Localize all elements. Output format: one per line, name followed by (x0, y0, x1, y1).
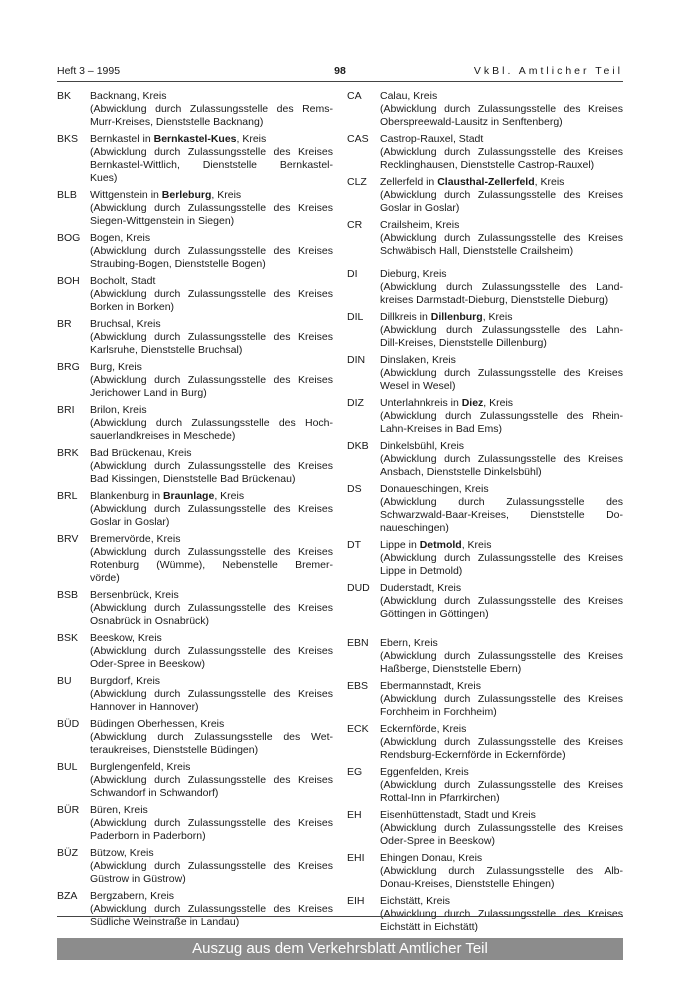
entry-title-part: Bocholt, Stadt (90, 275, 156, 287)
entry-title (380, 90, 623, 103)
register-entry (57, 589, 333, 628)
entry-title-place: Dillenburg (430, 311, 483, 323)
publication-title: VkBl. Amtlicher Teil (473, 65, 623, 77)
entry-description (380, 133, 623, 172)
register-entry (57, 718, 333, 757)
entry-detail-line: Straubing-Bogen, Dienststelle Bogen) (90, 258, 266, 270)
entry-title-part: Calau, Kreis (380, 90, 438, 102)
register-entry (57, 189, 333, 228)
entry-detail-line: (Abwicklung durch Zulassungsstelle des Kreises (380, 822, 623, 834)
entry-detail-line: (Abwicklung durch Zulassungsstelle des Kreises (380, 453, 623, 465)
register-entry (57, 361, 333, 400)
entry-detail-line: Schwandorf in Schwandorf) (90, 787, 219, 799)
entry-description (90, 490, 333, 529)
entry-title (380, 637, 623, 650)
entry-title (90, 761, 333, 774)
entry-description (380, 637, 623, 676)
plate-code: EG (347, 766, 363, 778)
entry-detail-line: (Abwicklung durch Zulassungsstelle des Kreises (90, 774, 333, 786)
entry-title-part: Eichstätt, Kreis (380, 895, 451, 907)
plate-code: DUD (347, 582, 370, 594)
entry-title (380, 766, 623, 779)
entry-title (90, 632, 333, 645)
register-entry (57, 133, 333, 185)
plate-code: DIZ (347, 397, 364, 409)
entry-detail-line: Murr-Kreises, Dienststelle Backnang) (90, 116, 264, 128)
entry-title-part: Crailsheim, Kreis (380, 219, 460, 231)
entry-title (90, 189, 333, 202)
register-entry (347, 582, 623, 621)
plate-code: BRV (57, 533, 79, 545)
entry-detail-line: (Abwicklung durch Zulassungsstelle des Kreises (380, 189, 623, 201)
plate-code: BUL (57, 761, 78, 773)
entry-description (380, 723, 623, 762)
entry-detail-line: (Abwicklung durch Zulassungsstelle des Land- (380, 281, 623, 293)
entry-detail-line: (Abwicklung durch Zulassungsstelle des Kreises (90, 460, 333, 472)
register-entry (57, 275, 333, 314)
entry-title-part: Dinslaken, Kreis (380, 354, 456, 366)
plate-code: DIL (347, 311, 364, 323)
register-entry (57, 761, 333, 800)
entry-title (380, 539, 623, 552)
register-entry (347, 311, 623, 350)
entry-description (380, 483, 623, 535)
entry-title-part: Wittgenstein in (90, 189, 162, 201)
entry-title (380, 133, 623, 146)
entry-title-part: Ehingen Donau, Kreis (380, 852, 483, 864)
entry-title-part: Bernkastel in (90, 133, 154, 145)
entry-title (90, 90, 333, 103)
entry-detail-line: (Abwicklung durch Zulassungsstelle des Kreises (380, 693, 623, 705)
entry-detail-line: Donau-Kreises, Dienststelle Ehingen) (380, 878, 555, 890)
entry-description (90, 718, 333, 757)
register-entry (347, 397, 623, 436)
header-divider (57, 81, 623, 82)
entry-description (90, 632, 333, 671)
register-entry (57, 404, 333, 443)
plate-code: EIH (347, 895, 365, 907)
entry-detail-line: (Abwicklung durch Zulassungsstelle des Kreises (380, 779, 623, 791)
entry-description (380, 582, 623, 621)
footer-divider (57, 916, 623, 917)
entry-detail-line: teraukreises, Dienststelle Büdingen) (90, 744, 259, 756)
register-entry (57, 533, 333, 585)
entry-title-part: Backnang, Kreis (90, 90, 167, 102)
entry-detail-line: (Abwicklung durch Zulassungsstelle des Wet- (90, 731, 333, 743)
plate-code: EBS (347, 680, 369, 692)
entry-title-part: Castrop-Rauxel, Stadt (380, 133, 484, 145)
entry-title-part: Burgdorf, Kreis (90, 675, 161, 687)
entry-detail-line: (Abwicklung durch Zulassungsstelle des Kreises (90, 288, 333, 300)
plate-code: BSK (57, 632, 79, 644)
entry-detail-line: Oder-Spree in Beeskow) (90, 658, 205, 670)
register-entry (347, 766, 623, 805)
register-entry (347, 176, 623, 215)
entry-title-part: Zellerfeld in (380, 176, 438, 188)
entry-detail-line: (Abwicklung durch Zulassungsstelle des Kreises (380, 146, 623, 158)
entry-title (380, 176, 623, 189)
entry-detail-line: (Abwicklung durch Zulassungsstelle des Kreises (380, 650, 623, 662)
register-entry (57, 318, 333, 357)
entry-title (90, 847, 333, 860)
entry-description (380, 176, 623, 215)
entry-title (90, 675, 333, 688)
entry-title (380, 483, 623, 496)
plate-code: EH (347, 809, 362, 821)
entry-detail-line: (Abwicklung durch Zulassungsstelle des Kreises (90, 503, 333, 515)
plate-code: BR (57, 318, 72, 330)
entry-detail-line: (Abwicklung durch Zulassungsstelle des Hoch- (90, 417, 333, 429)
entry-detail-line: kreises Darmstadt-Dieburg, Dienststelle Dieburg) (380, 294, 609, 306)
plate-code: DI (347, 268, 358, 280)
register-entry (347, 723, 623, 762)
left-column (57, 90, 333, 933)
entry-detail-line: (Abwicklung durch Zulassungsstelle des Kreises (380, 232, 623, 244)
entry-title (380, 852, 623, 865)
entry-detail-line: (Abwicklung durch Zulassungsstelle des Kreises (380, 552, 623, 564)
entry-title-part: Bad Brückenau, Kreis (90, 447, 192, 459)
plate-code: DS (347, 483, 362, 495)
entry-detail-line: (Abwicklung durch Zulassungsstelle des Rems- (90, 103, 333, 115)
entry-detail-line: (Abwicklung durch Zulassungsstelle des Rhein- (380, 410, 623, 422)
entry-detail-line: Paderborn in Paderborn) (90, 830, 206, 842)
entry-title (380, 723, 623, 736)
register-entry (57, 632, 333, 671)
entry-title (380, 680, 623, 693)
entry-detail-line: Karlsruhe, Dienststelle Bruchsal) (90, 344, 243, 356)
register-entry (347, 483, 623, 535)
entry-title-part: , Kreis (236, 133, 267, 145)
entry-title-part: Bogen, Kreis (90, 232, 151, 244)
plate-code: CLZ (347, 176, 367, 188)
entry-detail-line: (Abwicklung durch Zulassungsstelle des Kreises (90, 146, 333, 158)
plate-code: DKB (347, 440, 369, 452)
entry-title-part: Büdingen Oberhessen, Kreis (90, 718, 225, 730)
entry-title (380, 895, 623, 908)
entry-title (380, 809, 623, 822)
entry-detail-line: Jerichower Land in Burg) (90, 387, 207, 399)
entry-detail-line: (Abwicklung durch Zulassungsstelle des Kreises (380, 367, 623, 379)
entry-detail-line: Eichstätt in Eichstätt) (380, 921, 479, 933)
plate-code: BU (57, 675, 72, 687)
entry-detail-line: sauerlandkreises in Meschede) (90, 430, 236, 442)
entry-title (90, 533, 333, 546)
plate-code: BÜZ (57, 847, 78, 859)
entry-description (90, 133, 333, 185)
entry-detail-line: Rendsburg-Eckernförde in Eckernförde) (380, 749, 566, 761)
entry-title (380, 311, 623, 324)
entry-detail-line: (Abwicklung durch Zulassungsstelle des Kreises (90, 688, 333, 700)
entry-title-part: Unterlahnkreis in (380, 397, 462, 409)
entry-description (90, 90, 333, 129)
entry-detail-line: (Abwicklung durch Zulassungsstelle des Kreises (90, 546, 333, 558)
register-entry (57, 804, 333, 843)
entry-title (380, 440, 623, 453)
entry-detail-line: (Abwicklung durch Zulassungsstelle des Kreises (380, 595, 623, 607)
register-entry (347, 895, 623, 934)
entry-description (380, 219, 623, 258)
plate-code: BRL (57, 490, 78, 502)
entry-detail-line: Oder-Spree in Beeskow) (380, 835, 495, 847)
entry-detail-line: Rottal-Inn in Pfarrkirchen) (380, 792, 500, 804)
plate-code: BÜD (57, 718, 80, 730)
entry-description (90, 318, 333, 357)
entry-title-part: Donaueschingen, Kreis (380, 483, 489, 495)
entry-detail-line: (Abwicklung durch Zulassungsstelle des Kreises (90, 645, 333, 657)
entry-description (90, 847, 333, 886)
entry-detail-line: (Abwicklung durch Zulassungsstelle des Kreises (90, 860, 333, 872)
issue-label: Heft 3 – 1995 (57, 65, 121, 77)
entry-description (90, 533, 333, 585)
entry-description (380, 539, 623, 578)
entry-detail-line: Borken in Borken) (90, 301, 175, 313)
register-entry (347, 133, 623, 172)
register-entry (347, 354, 623, 393)
entry-detail-line: Forchheim in Forchheim) (380, 706, 497, 718)
entry-title-part: , Kreis (482, 311, 513, 323)
entry-title (380, 582, 623, 595)
entry-detail-line: (Abwicklung durch Zulassungsstelle des Kreises (380, 908, 623, 920)
entry-detail-line: Siegen-Wittgenstein in Siegen) (90, 215, 235, 227)
entry-title (90, 589, 333, 602)
plate-code: EHI (347, 852, 365, 864)
entry-title-part: Bützow, Kreis (90, 847, 154, 859)
entry-description (90, 890, 333, 929)
entry-title-part: Dillkreis in (380, 311, 431, 323)
entry-description (380, 809, 623, 848)
entry-detail-line: Bernkastel-Wittlich, Dienststelle Bernkastel- (90, 159, 333, 171)
entry-title-part: Eckernförde, Kreis (380, 723, 467, 735)
entry-title-part: Blankenburg in (90, 490, 163, 502)
entry-title-place: Detmold (419, 539, 462, 551)
entry-title-part: Dinkelsbühl, Kreis (380, 440, 465, 452)
entry-description (90, 675, 333, 714)
register-entry (347, 219, 623, 258)
register-entry (57, 232, 333, 271)
entry-title-part: Eisenhüttenstadt, Stadt und Kreis (380, 809, 536, 821)
register-entry (347, 809, 623, 848)
entry-detail-line: Kues) (90, 172, 118, 184)
entry-description (380, 354, 623, 393)
entry-title (380, 268, 623, 281)
entry-description (90, 404, 333, 443)
entry-description (90, 275, 333, 314)
entry-title-place: Berleburg (161, 189, 212, 201)
entry-description (90, 447, 333, 486)
entry-description (380, 680, 623, 719)
entry-detail-line: Göttingen in Göttingen) (380, 608, 489, 620)
plate-code: BOG (57, 232, 81, 244)
entry-title (90, 361, 333, 374)
entry-title (90, 133, 333, 146)
entry-title-part: Dieburg, Kreis (380, 268, 447, 280)
entry-title-part: Bruchsal, Kreis (90, 318, 161, 330)
register-entry (347, 90, 623, 129)
register-entry (347, 637, 623, 676)
entry-detail-line: Südliche Weinstraße in Landau) (90, 916, 240, 928)
register-entry (57, 890, 333, 929)
right-column (347, 90, 623, 938)
entry-detail-line: vörde) (90, 572, 120, 584)
entry-title-part: Brilon, Kreis (90, 404, 147, 416)
page-header (57, 65, 623, 81)
entry-title (380, 354, 623, 367)
entry-detail-line: Lippe in Detmold) (380, 565, 463, 577)
entry-description (90, 361, 333, 400)
entry-title (380, 397, 623, 410)
plate-code: BRI (57, 404, 75, 416)
register-entry (57, 847, 333, 886)
entry-title-part: Lippe in (380, 539, 420, 551)
page-number: 98 (334, 65, 346, 77)
entry-title-place: Braunlage (162, 490, 215, 502)
entry-detail-line: Güstrow in Güstrow) (90, 873, 186, 885)
entry-title-part: , Kreis (461, 539, 492, 551)
entry-detail-line: Hannover in Hannover) (90, 701, 199, 713)
entry-detail-line: (Abwicklung durch Zulassungsstelle des Kreises (90, 331, 333, 343)
entry-detail-line: (Abwicklung durch Zulassungsstelle des Kreises (380, 736, 623, 748)
entry-description (380, 766, 623, 805)
entry-title-part: Bersenbrück, Kreis (90, 589, 179, 601)
entry-title-part: , Kreis (534, 176, 565, 188)
plate-code: BLB (57, 189, 77, 201)
register-entry (57, 447, 333, 486)
entry-detail-line: (Abwicklung durch Zulassungsstelle des Kreises (90, 602, 333, 614)
entry-detail-line: Dill-Kreises, Dienststelle Dillenburg) (380, 337, 547, 349)
entry-description (380, 268, 623, 307)
register-entry (347, 440, 623, 479)
plate-code: BZA (57, 890, 78, 902)
entry-description (90, 761, 333, 800)
entry-detail-line: Goslar in Goslar) (90, 516, 170, 528)
entry-detail-line: Osnabrück in Osnabrück) (90, 615, 210, 627)
plate-code: ECK (347, 723, 369, 735)
plate-code: BSB (57, 589, 79, 601)
plate-code: CAS (347, 133, 369, 145)
plate-code: EBN (347, 637, 369, 649)
entry-title-part: Ebermannstadt, Kreis (380, 680, 481, 692)
register-entry (57, 90, 333, 129)
entry-title-place: Diez (461, 397, 484, 409)
plate-code: BÜR (57, 804, 80, 816)
plate-code: BKS (57, 133, 79, 145)
entry-detail-line: Bad Kissingen, Dienststelle Bad Brückenau) (90, 473, 296, 485)
entry-title (90, 490, 333, 503)
entry-title (90, 718, 333, 731)
entry-description (90, 189, 333, 228)
entry-detail-line: Ansbach, Dienststelle Dinkelsbühl) (380, 466, 542, 478)
entry-title (90, 232, 333, 245)
entry-detail-line: (Abwicklung durch Zulassungsstelle des Kreises (90, 202, 333, 214)
entry-description (380, 90, 623, 129)
entry-description (380, 311, 623, 350)
entry-title-part: Eggenfelden, Kreis (380, 766, 469, 778)
entry-title-part: Ebern, Kreis (380, 637, 438, 649)
entry-title (90, 804, 333, 817)
entry-detail-line: Rotenburg (Wümme), Nebenstelle Bremer- (90, 559, 333, 571)
entry-title-place: Bernkastel-Kues (153, 133, 237, 145)
entry-detail-line: Oberspreewald-Lausitz in Senftenberg) (380, 116, 563, 128)
entry-description (380, 440, 623, 479)
register-entry (57, 675, 333, 714)
plate-code: DIN (347, 354, 366, 366)
entry-description (380, 397, 623, 436)
entry-title-part: , Kreis (211, 189, 242, 201)
register-entry (347, 539, 623, 578)
entry-detail-line: (Abwicklung durch Zulassungsstelle des Kreises (90, 817, 333, 829)
entry-title (90, 275, 333, 288)
entry-detail-line: Haßberge, Dienststelle Ebern) (380, 663, 522, 675)
entry-detail-line: (Abwicklung durch Zulassungsstelle des Kreises (90, 245, 333, 257)
plate-code: BRK (57, 447, 79, 459)
register-entry (347, 680, 623, 719)
footer-banner: Auszug aus dem Verkehrsblatt Amtlicher Teil (57, 938, 623, 960)
entry-detail-line: (Abwicklung durch Zulassungsstelle des Lahn- (380, 324, 623, 336)
entry-description (380, 895, 623, 934)
entry-description (380, 852, 623, 891)
entry-title-part: Burglengenfeld, Kreis (90, 761, 191, 773)
plate-code: BRG (57, 361, 80, 373)
entry-description (90, 804, 333, 843)
plate-code: BK (57, 90, 72, 102)
entry-detail-line: (Abwicklung durch Zulassungsstelle des (380, 496, 623, 508)
entry-detail-line: naueschingen) (380, 522, 449, 534)
entry-detail-line: (Abwicklung durch Zulassungsstelle des Kreises (90, 903, 333, 915)
entry-title-part: Duderstadt, Kreis (380, 582, 462, 594)
plate-code: CR (347, 219, 363, 231)
register-entry (347, 852, 623, 891)
entry-title-part: , Kreis (214, 490, 245, 502)
entry-title-place: Clausthal-Zellerfeld (437, 176, 535, 188)
register-entry (57, 490, 333, 529)
entry-detail-line: Recklinghausen, Dienststelle Castrop-Rauxel) (380, 159, 595, 171)
entry-detail-line: (Abwicklung durch Zulassungsstelle des Kreises (90, 374, 333, 386)
entry-title (90, 447, 333, 460)
entry-detail-line: Schwäbisch Hall, Dienststelle Crailsheim) (380, 245, 574, 257)
entry-detail-line: Goslar in Goslar) (380, 202, 460, 214)
entry-detail-line: (Abwicklung durch Zulassungsstelle des Alb- (380, 865, 623, 877)
entry-title-part: Büren, Kreis (90, 804, 148, 816)
entry-title-part: , Kreis (483, 397, 514, 409)
entry-title-part: Bergzabern, Kreis (90, 890, 175, 902)
entry-title (380, 219, 623, 232)
entry-description (90, 589, 333, 628)
plate-code: BOH (57, 275, 80, 287)
entry-title-part: Burg, Kreis (90, 361, 142, 373)
entry-detail-line: Schwarzwald-Baar-Kreises, Dienststelle Do- (380, 509, 623, 521)
entry-title-part: Beeskow, Kreis (90, 632, 162, 644)
entry-title (90, 404, 333, 417)
entry-detail-line: Wesel in Wesel) (380, 380, 456, 392)
register-entry (347, 268, 623, 307)
plate-code: CA (347, 90, 362, 102)
plate-code: DT (347, 539, 361, 551)
entry-description (90, 232, 333, 271)
entry-detail-line: Lahn-Kreises in Bad Ems) (380, 423, 502, 435)
entry-title-part: Bremervörde, Kreis (90, 533, 181, 545)
entry-title (90, 318, 333, 331)
entry-detail-line: (Abwicklung durch Zulassungsstelle des Kreises (380, 103, 623, 115)
entry-title (90, 890, 333, 903)
